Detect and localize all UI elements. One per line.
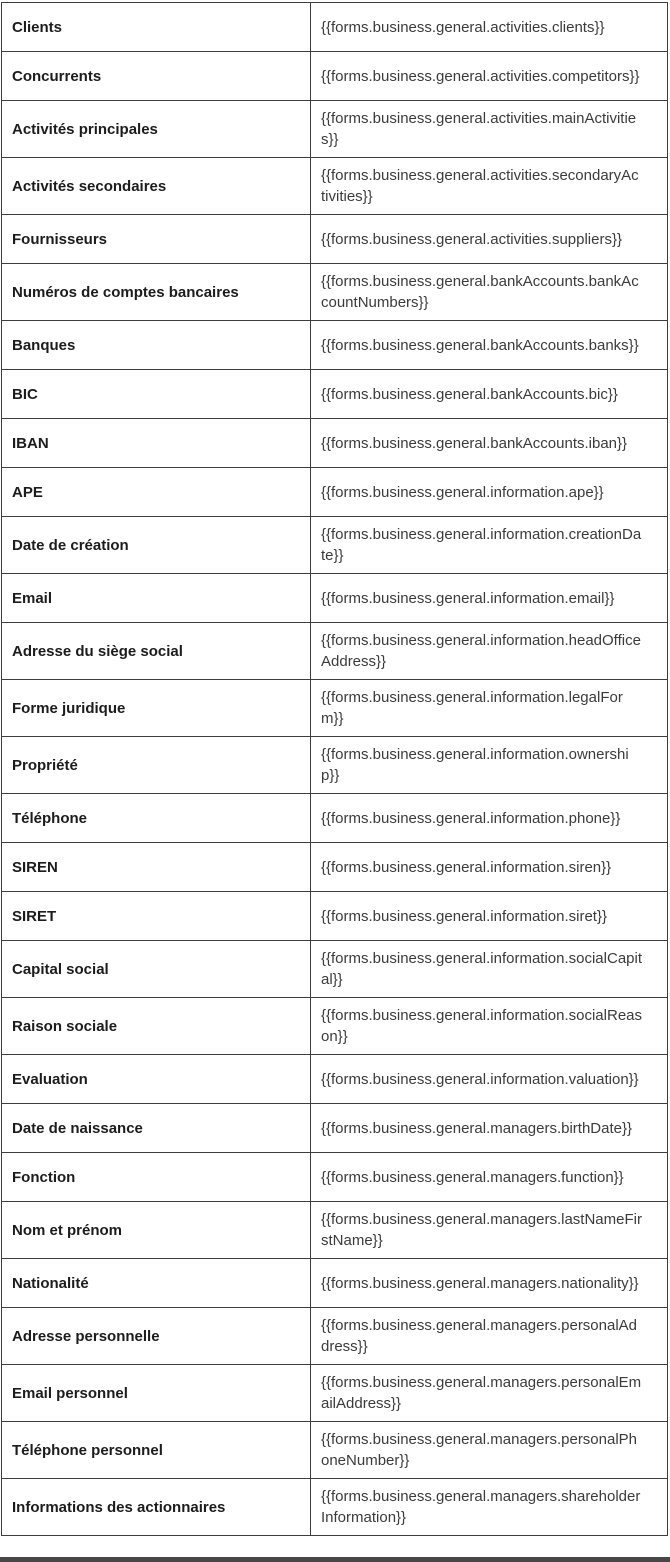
field-label: Fournisseurs <box>2 215 311 263</box>
table-row <box>2 264 667 321</box>
template-variable-value: {{forms.business.general.managers.nationality}} <box>321 1274 639 1292</box>
table-row <box>2 215 667 264</box>
field-label: IBAN <box>2 419 311 467</box>
table-row <box>2 892 667 941</box>
field-label: Informations des actionnaires <box>2 1479 311 1535</box>
field-label: Fonction <box>2 1153 311 1201</box>
field-label: Banques <box>2 321 311 369</box>
table-row <box>2 843 667 892</box>
table-row <box>2 1479 667 1535</box>
field-label: Capital social <box>2 941 311 997</box>
field-label: Adresse personnelle <box>2 1308 311 1364</box>
template-variable-value: {{forms.business.general.managers.shareholderInformation}} <box>321 1488 641 1526</box>
template-variable-value: {{forms.business.general.managers.personalPhoneNumber}} <box>321 1431 638 1469</box>
field-label: BIC <box>2 370 311 418</box>
table-row <box>2 101 667 158</box>
template-variable-value: {{forms.business.general.information.socialReason}} <box>321 1007 642 1045</box>
template-variable-value: {{forms.business.general.managers.lastNameFirstName}} <box>321 1211 642 1249</box>
template-variable-value: {{forms.business.general.information.email}} <box>321 589 615 607</box>
template-variable-value: {{forms.business.general.managers.personalAddress}} <box>321 1317 638 1355</box>
table-row <box>2 52 667 101</box>
bottom-divider-bar <box>0 1557 670 1562</box>
table-row <box>2 1153 667 1202</box>
table-row <box>2 419 667 468</box>
template-variable-value: {{forms.business.general.activities.mainActivities}} <box>321 110 637 148</box>
field-label: Clients <box>2 3 311 51</box>
field-label: Evaluation <box>2 1055 311 1103</box>
table-row <box>2 158 667 215</box>
table-row <box>2 998 667 1055</box>
field-label: Date de création <box>2 517 311 573</box>
template-variable-value: {{forms.business.general.information.ape}} <box>321 483 604 501</box>
template-variable-value: {{forms.business.general.information.legalForm}} <box>321 689 623 727</box>
table-row <box>2 1422 667 1479</box>
template-variable-value: {{forms.business.general.managers.personalEmailAddress}} <box>321 1374 642 1412</box>
template-variable-value: {{forms.business.general.information.phone}} <box>321 809 621 827</box>
field-label: Date de naissance <box>2 1104 311 1152</box>
template-variable-value: {{forms.business.general.bankAccounts.bic}} <box>321 385 618 403</box>
table-row <box>2 321 667 370</box>
table-row <box>2 737 667 794</box>
template-variable-value: {{forms.business.general.activities.suppliers}} <box>321 230 622 248</box>
template-variable-value: {{forms.business.general.bankAccounts.bankAccountNumbers}} <box>321 273 639 311</box>
table-row <box>2 517 667 574</box>
table-row <box>2 1202 667 1259</box>
template-variable-value: {{forms.business.general.activities.clients}} <box>321 18 605 36</box>
table-row <box>2 794 667 843</box>
field-label: Email <box>2 574 311 622</box>
template-variable-value: {{forms.business.general.managers.birthDate}} <box>321 1119 633 1137</box>
template-variable-value: {{forms.business.general.activities.secondaryActivities}} <box>321 167 639 205</box>
template-variable-value: {{forms.business.general.information.siret}} <box>321 907 607 925</box>
field-label: APE <box>2 468 311 516</box>
field-label: Forme juridique <box>2 680 311 736</box>
table-row <box>2 468 667 517</box>
field-label: SIRET <box>2 892 311 940</box>
field-label: Nationalité <box>2 1259 311 1307</box>
table-row <box>2 1055 667 1104</box>
table-row <box>2 680 667 737</box>
template-variable-value: {{forms.business.general.information.headOfficeAddress}} <box>321 632 641 670</box>
field-label: Activités principales <box>2 101 311 157</box>
table-row <box>2 370 667 419</box>
field-label: Nom et prénom <box>2 1202 311 1258</box>
field-label: Propriété <box>2 737 311 793</box>
template-variable-value: {{forms.business.general.information.creationDate}} <box>321 526 642 564</box>
table-row <box>2 941 667 998</box>
field-label: Numéros de comptes bancaires <box>2 264 311 320</box>
template-variable-value: {{forms.business.general.information.valuation}} <box>321 1070 639 1088</box>
field-label: Téléphone personnel <box>2 1422 311 1478</box>
variables-table <box>1 2 668 1536</box>
template-variable-value: {{forms.business.general.bankAccounts.banks}} <box>321 336 639 354</box>
field-label: Activités secondaires <box>2 158 311 214</box>
field-label: Concurrents <box>2 52 311 100</box>
table-row <box>2 1365 667 1422</box>
table-row <box>2 1259 667 1308</box>
table-row <box>2 623 667 680</box>
template-variable-value: {{forms.business.general.managers.function}} <box>321 1168 624 1186</box>
field-label: SIREN <box>2 843 311 891</box>
table-row <box>2 1104 667 1153</box>
template-variable-value: {{forms.business.general.information.socialCapital}} <box>321 950 642 988</box>
table-row <box>2 574 667 623</box>
template-variable-value: {{forms.business.general.information.ownership}} <box>321 746 629 784</box>
field-label: Email personnel <box>2 1365 311 1421</box>
template-variable-value: {{forms.business.general.information.siren}} <box>321 858 612 876</box>
field-label: Téléphone <box>2 794 311 842</box>
template-variable-value: {{forms.business.general.bankAccounts.iban}} <box>321 434 628 452</box>
field-label: Adresse du siège social <box>2 623 311 679</box>
field-label: Raison sociale <box>2 998 311 1054</box>
table-row <box>2 3 667 52</box>
template-variable-value: {{forms.business.general.activities.competitors}} <box>321 67 640 85</box>
table-row <box>2 1308 667 1365</box>
